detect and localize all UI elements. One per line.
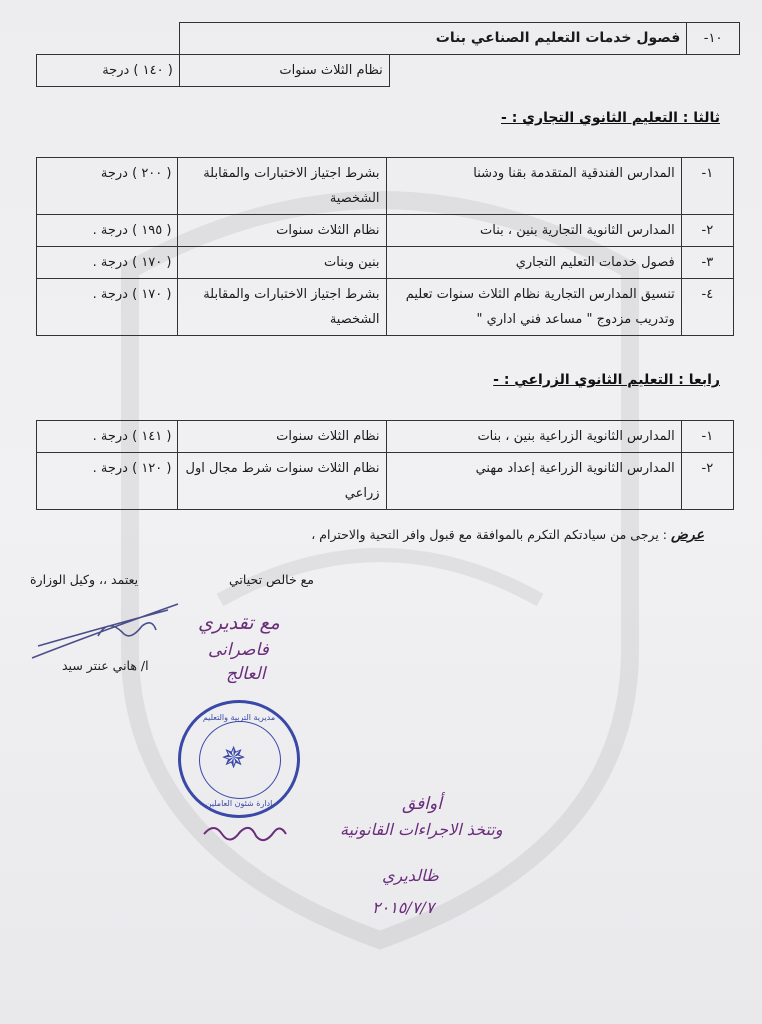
row-name: المدارس الثانوية الزراعية إعداد مهني (386, 453, 681, 510)
approval-text: يعتمد ،، وكيل الوزارة (30, 572, 139, 587)
signer-name: ا/ هاني عنتر سيد (62, 658, 149, 673)
section1-table (36, 22, 740, 87)
table-row (37, 23, 740, 55)
handwritten-approve-1: أوافق (402, 794, 442, 814)
row-system: بشرط اجتياز الاختبارات والمقابلة الشخصية (178, 279, 386, 336)
row-grade: ( ٢٠٠ ) درجة (37, 158, 178, 215)
row-number: ٤- (681, 279, 733, 336)
row-number: ١٠- (687, 23, 740, 55)
table-row (37, 421, 734, 453)
row-grade: ( ١٧٠ ) درجة . (37, 247, 178, 279)
row-number: ١- (681, 421, 733, 453)
regards-text: مع خالص تحياتي (229, 572, 314, 587)
row-system: بشرط اجتياز الاختبارات والمقابلة الشخصية (178, 158, 386, 215)
row-grade: ( ١٢٠ ) درجة . (37, 453, 178, 510)
row-grade: ( ١٤١ ) درجة . (37, 421, 178, 453)
row-name: فصول خدمات التعليم الصناعي بنات (179, 23, 686, 55)
handwritten-note-2: فاصرانى (208, 640, 269, 660)
row-number: ٢- (681, 215, 733, 247)
seal-top-text: مديرية التربية والتعليم (202, 713, 276, 722)
row-name: المدارس الفندقية المتقدمة بقنا ودشنا (386, 158, 681, 215)
table-row (37, 279, 734, 336)
seal-bottom-text: ادارة شئون العاملين (205, 799, 273, 808)
row-name: المدارس الثانوية التجارية بنين ، بنات (386, 215, 681, 247)
row-grade: ( ١٤٠ ) درجة (37, 55, 180, 87)
initials-mark (200, 818, 290, 846)
offer-line (311, 527, 704, 543)
official-seal (178, 700, 300, 818)
row-grade: ( ١٧٠ ) درجة . (37, 279, 178, 336)
table-row (37, 247, 734, 279)
row-number: ٣- (681, 247, 733, 279)
handwritten-date: ٢٠١٥/٧/٧ (372, 898, 435, 917)
row-name: فصول خدمات التعليم التجاري (386, 247, 681, 279)
table-row (37, 215, 734, 247)
row-number: ٢- (681, 453, 733, 510)
row-system: بنين وبنات (178, 247, 386, 279)
offer-text: : يرجى من سيادتكم التكرم بالموافقة مع قبول وافر التحية والاحترام ، (311, 527, 667, 542)
handwritten-note-3: العالج (226, 664, 266, 684)
row-system: نظام الثلاث سنوات شرط مجال اول زراعي (178, 453, 386, 510)
eagle-icon: ✵ (221, 741, 247, 776)
row-grade: ( ١٩٥ ) درجة . (37, 215, 178, 247)
row-name: تنسيق المدارس التجارية نظام الثلاث سنوات تعليم وتدريب مزدوج " مساعد فني اداري " (386, 279, 681, 336)
table-row (37, 453, 734, 510)
handwritten-approve-2: وتتخذ الاجراءات القانونية (340, 820, 503, 839)
section3-table (36, 157, 734, 336)
signature-mark (28, 596, 188, 666)
table-row (37, 55, 740, 87)
handwritten-note-1: مع تقديري (198, 612, 280, 634)
section3-heading: ثالثا : التعليم الثانوي التجاري : - (501, 110, 720, 126)
section4-table (36, 420, 734, 510)
offer-label: عرض (670, 527, 704, 543)
table-row (37, 158, 734, 215)
row-system: نظام الثلاث سنوات (178, 421, 386, 453)
row-name: المدارس الثانوية الزراعية بنين ، بنات (386, 421, 681, 453)
row-system: نظام الثلاث سنوات (178, 215, 386, 247)
row-system: نظام الثلاث سنوات (179, 55, 389, 87)
row-number: ١- (681, 158, 733, 215)
section4-heading: رابعا : التعليم الثانوي الزراعي : - (493, 372, 720, 388)
handwritten-signature-name: ظالديري (382, 866, 439, 885)
